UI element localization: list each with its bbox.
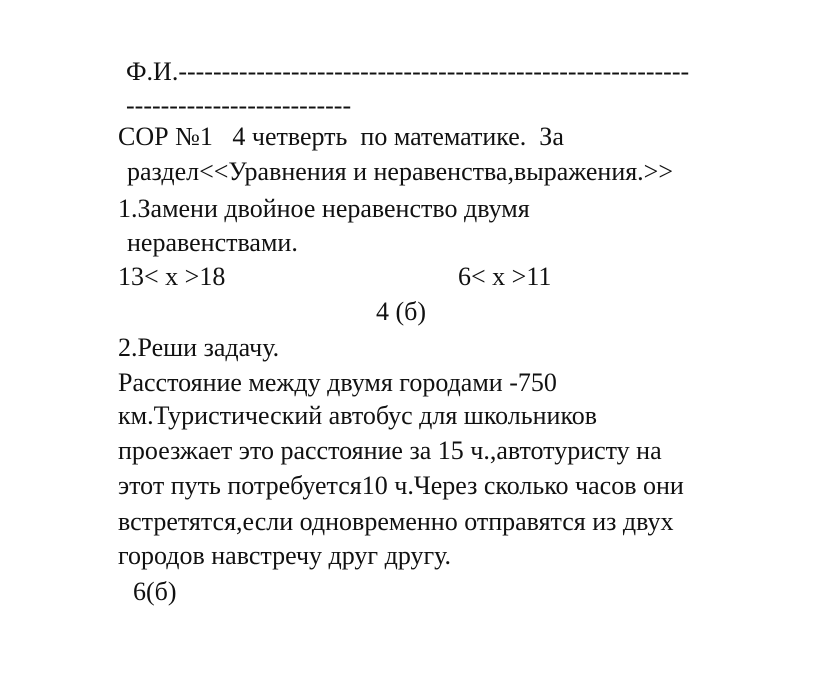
- task-2-text-line: этот путь потребуется10 ч.Через сколько часов они: [118, 471, 684, 500]
- task-1-inequality-1: 13< х >18: [118, 262, 226, 291]
- task-2-text-line: проезжает это расстояние за 15 ч.,автотуристу на: [118, 436, 662, 465]
- task-2-points: 6(б): [133, 577, 177, 606]
- task-2-text-line: Расстояние между двумя городами -750: [118, 368, 557, 397]
- task-2-heading: 2.Реши задачу.: [118, 333, 280, 362]
- task-2-text-line: км.Туристический автобус для школьников: [118, 401, 598, 430]
- task-1-prompt: 1.Замени двойное неравенство двумя: [118, 194, 530, 223]
- document-title: СОР №1 4 четверть по математике. За: [118, 122, 564, 151]
- task-1-prompt-continued: неравенствами.: [127, 228, 298, 257]
- document-title-section: раздел<<Уравнения и неравенства,выражения.>>: [127, 157, 674, 186]
- task-1-points: 4 (б): [376, 297, 427, 326]
- task-1-inequality-2: 6< х >11: [458, 262, 552, 291]
- name-field-line-continued: --------------------------: [126, 91, 352, 120]
- task-2-text-line: встретятся,если одновременно отправятся из двух: [118, 507, 674, 536]
- task-2-text-line: городов навстречу друг другу.: [118, 541, 452, 570]
- name-field-line: Ф.И.-----------------------------------------------------------: [126, 57, 690, 86]
